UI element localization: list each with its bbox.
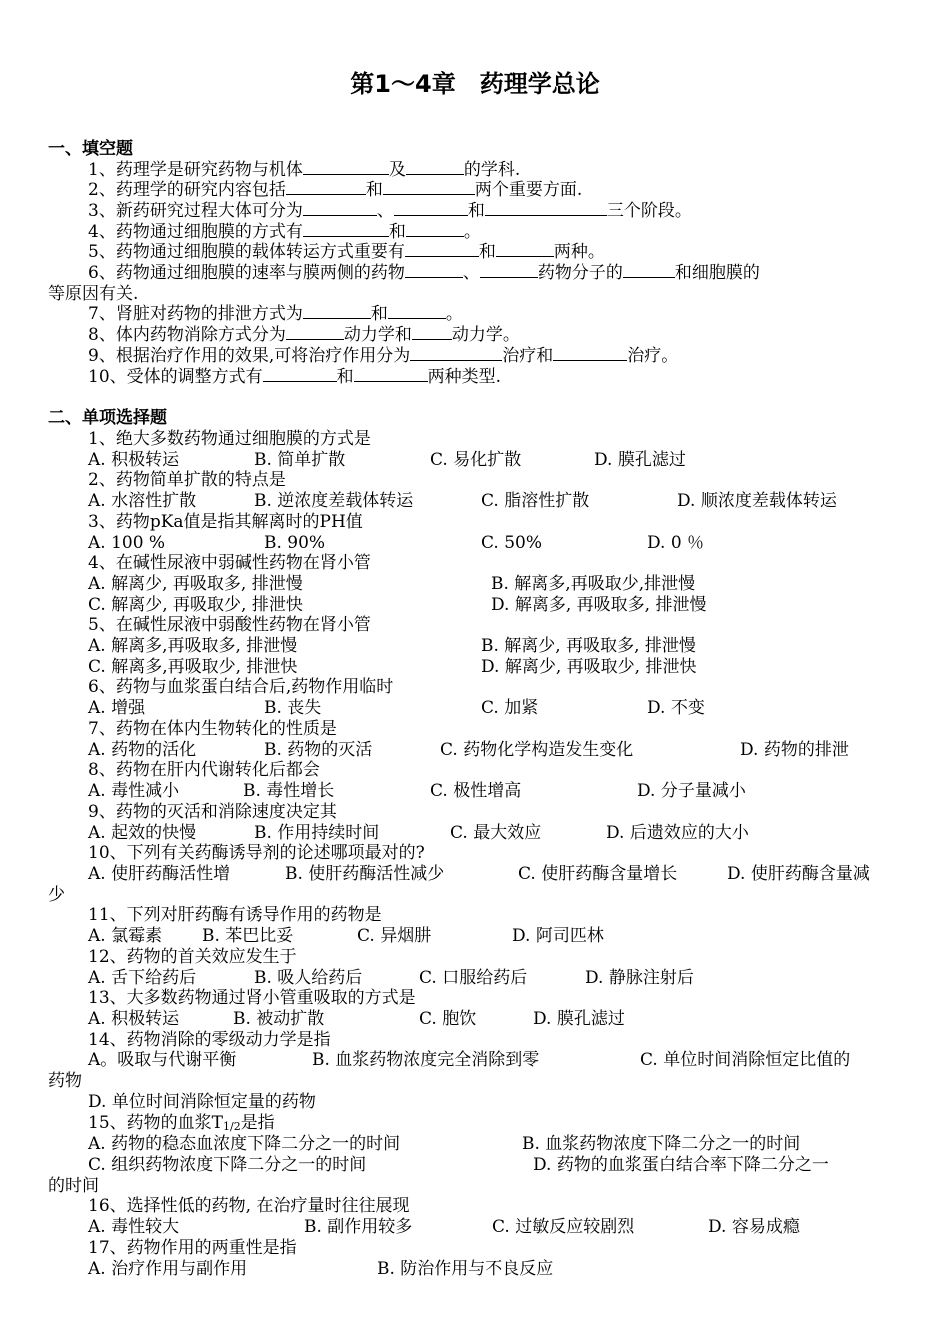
choice-option: C. 胞饮 [419,1009,477,1029]
choice-option: B. 被动扩散 [233,1009,325,1029]
choice-option: A. 积极转运 [88,450,180,470]
choice-question-13: 13、大多数药物通过肾小管重吸取的方式是 [88,988,416,1008]
choice-question-6: 6、药物与血浆蛋白结合后,药物作用临时 [88,677,394,697]
choice-option: C. 药物化学构造发生变化 [440,740,634,760]
fill-question-6: 6、药物通过细胞膜的速率与膜两侧的药物 、 药物分子的 和细胞膜的 [88,263,760,283]
choice-option: C. 异烟肼 [357,926,432,946]
choice-option: C. 50% [481,533,542,553]
choice-option: D. 药物的血浆蛋白结合率下降二分之一 [533,1155,829,1175]
choice-option: D. 单位时间消除恒定量的药物 [88,1092,316,1112]
choice-option: D. 膜孔滤过 [594,450,686,470]
choice-option: A. 毒性减小 [88,781,180,801]
fill-question-8: 8、体内药物消除方式分为 动力学和 动力学。 [88,325,520,345]
choice-option: B. 解离多,再吸取少,排泄慢 [491,574,696,594]
choice-option: A. 药物的稳态血浓度下降二分之一的时间 [88,1134,401,1154]
choice-option: D. 不变 [647,698,705,718]
choice-option: B. 丧失 [264,698,322,718]
choice-option: D. 使肝药酶含量减 [727,864,870,884]
choice-option: C. 解离少, 再吸取少, 排泄快 [88,595,303,615]
fill-question-5: 5、药物通过细胞膜的载体转运方式重要有 和 两种。 [88,242,605,262]
choice-option: D. 解离少, 再吸取少, 排泄快 [481,657,697,677]
fill-question-9: 9、根据治疗作用的效果,可将治疗作用分为 治疗和 治疗。 [88,346,679,366]
choice-option: D. 静脉注射后 [585,968,694,988]
choice-option: B. 防治作用与不良反应 [377,1259,554,1279]
section-heading-choice: 二、单项选择题 [48,408,167,428]
fill-question-4: 4、药物通过细胞膜的方式有 和 。 [88,222,481,242]
choice-option: A. 舌下给药后 [88,968,197,988]
choice-option: A. 解离多,再吸取多, 排泄慢 [88,636,298,656]
choice-option-cont: 少 [48,885,65,905]
choice-option: B. 吸人给药后 [254,968,363,988]
choice-option: C. 极性增高 [430,781,522,801]
choice-option: C. 过敏反应较剧烈 [492,1217,635,1237]
choice-option: A. 积极转运 [88,1009,180,1029]
choice-question-4: 4、在碱性尿液中弱碱性药物在肾小管 [88,553,371,573]
choice-option: B. 血浆药物浓度下降二分之一的时间 [522,1134,801,1154]
choice-question-2: 2、药物简单扩散的特点是 [88,470,286,490]
choice-question-8: 8、药物在肝内代谢转化后都会 [88,760,320,780]
choice-option: C. 单位时间消除恒定比值的 [640,1050,851,1070]
choice-option: C. 口服给药后 [419,968,528,988]
choice-question-16: 16、选择性低的药物, 在治疗量时往往展现 [88,1196,410,1216]
choice-question-15: 15、药物的血浆T1/2是指 [88,1113,275,1133]
choice-option: D. 药物的排泄 [740,740,849,760]
choice-option: D. 后遗效应的大小 [606,823,749,843]
choice-question-12: 12、药物的首关效应发生于 [88,947,297,967]
page-title [0,70,950,98]
choice-option: A. 水溶性扩散 [88,491,197,511]
choice-option: A. 氯霉素 [88,926,163,946]
choice-option: B. 苯巴比妥 [202,926,294,946]
choice-option: A. 使肝药酶活性增 [88,864,231,884]
title-chapter: 第1～4章 [350,70,456,98]
choice-option: D. 分子量减小 [637,781,746,801]
choice-option: B. 简单扩散 [254,450,346,470]
choice-option: B. 解离少, 再吸取多, 排泄慢 [481,636,696,656]
choice-question-10: 10、下列有关药酶诱导剂的论述哪项最对的? [88,843,425,863]
choice-question-17: 17、药物作用的两重性是指 [88,1238,297,1258]
choice-question-11: 11、下列对肝药酶有诱导作用的药物是 [88,905,382,925]
choice-option: A. 增强 [88,698,146,718]
choice-option: A. 100 % [88,533,166,553]
fill-question-6-cont: 等原因有关. [48,284,139,304]
choice-option: C. 使肝药酶含量增长 [518,864,678,884]
choice-option: D. 顺浓度差载体转运 [677,491,837,511]
choice-option: B. 逆浓度差载体转运 [254,491,414,511]
choice-option: B. 毒性增长 [243,781,335,801]
choice-option: B. 血浆药物浓度完全消除到零 [312,1050,540,1070]
fill-question-7: 7、肾脏对药物的排泄方式为 和 。 [88,304,463,324]
choice-option: A. 药物的活化 [88,740,197,760]
choice-option: A。吸取与代谢平衡 [88,1050,237,1070]
choice-option: B. 副作用较多 [304,1217,413,1237]
choice-question-14: 14、药物消除的零级动力学是指 [88,1030,331,1050]
choice-option: D. 膜孔滤过 [533,1009,625,1029]
choice-option: B. 90% [264,533,326,553]
fill-question-1: 1、药理学是研究药物与机体 及 的学科. [88,160,521,180]
choice-option: C. 组织药物浓度下降二分之一的时间 [88,1155,367,1175]
fill-question-2: 2、药理学的研究内容包括 和 两个重要方面. [88,180,583,200]
choice-option: A. 治疗作用与副作用 [88,1259,248,1279]
choice-option: D. 阿司匹林 [512,926,604,946]
choice-option: A. 解离少, 再吸取多, 排泄慢 [88,574,303,594]
title-subject: 药理学总论 [479,70,600,98]
choice-option: D. 容易成瘾 [708,1217,800,1237]
choice-option: C. 加紧 [481,698,539,718]
fill-question-3: 3、新药研究过程大体可分为 、 和 三个阶段。 [88,201,692,221]
section-heading-fill-in: 一、填空题 [48,139,133,159]
choice-option-cont: 药物 [48,1071,82,1091]
choice-option: A. 毒性较大 [88,1217,180,1237]
choice-option: C. 解离多,再吸取少, 排泄快 [88,657,298,677]
choice-option: C. 易化扩散 [430,450,522,470]
choice-option: A. 起效的快慢 [88,823,197,843]
choice-option: B. 使肝药酶活性减少 [285,864,445,884]
fill-question-10: 10、受体的调整方式有 和 两种类型. [88,367,502,387]
choice-question-5: 5、在碱性尿液中弱酸性药物在肾小管 [88,615,371,635]
choice-question-9: 9、药物的灭活和消除速度决定其 [88,802,337,822]
choice-option: B. 作用持续时间 [254,823,380,843]
choice-option: C. 脂溶性扩散 [481,491,590,511]
choice-question-3: 3、药物pKa值是指其解离时的PH值 [88,512,363,532]
choice-option-cont: 的时间 [48,1176,99,1196]
choice-question-7: 7、药物在体内生物转化的性质是 [88,719,337,739]
choice-option: C. 最大效应 [450,823,542,843]
choice-option: B. 药物的灭活 [264,740,373,760]
choice-option: D. 0 ％ [647,533,705,553]
choice-option: D. 解离多, 再吸取多, 排泄慢 [491,595,707,615]
choice-question-1: 1、绝大多数药物通过细胞膜的方式是 [88,429,371,449]
